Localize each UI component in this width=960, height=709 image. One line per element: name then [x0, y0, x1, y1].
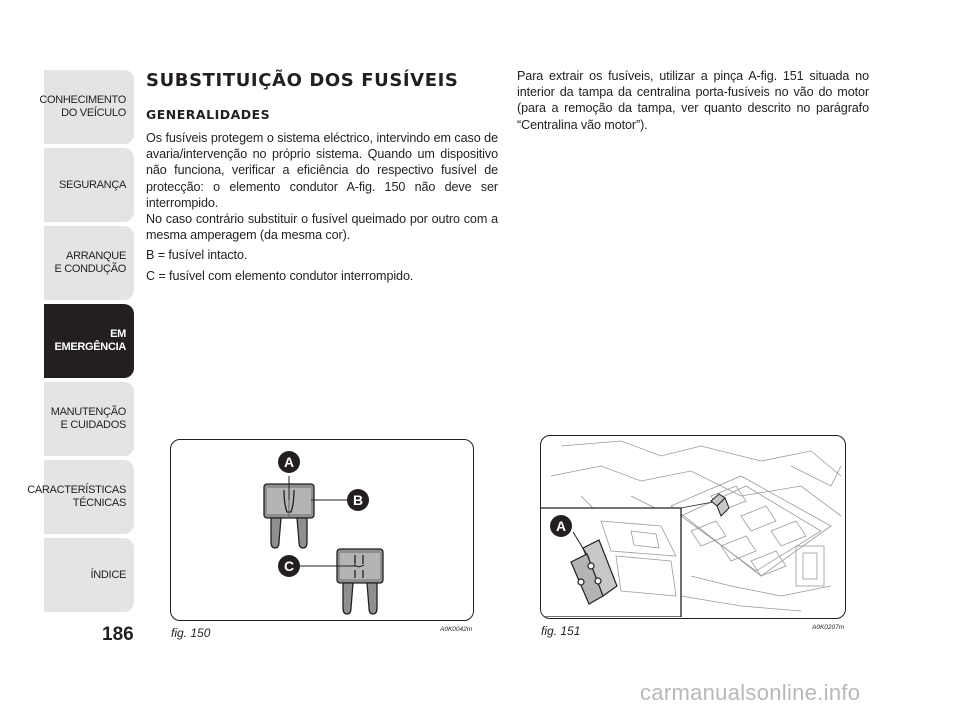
tab-label: DO VEÍCULO	[61, 107, 126, 119]
tab-label: CARACTERÍSTICAS	[27, 484, 126, 496]
paragraph: C = fusível com elemento condutor interrompido.	[146, 268, 414, 283]
callout-label: C	[283, 558, 295, 574]
callout-label: B	[352, 492, 364, 508]
callout-a-150	[278, 451, 300, 473]
fusebox-illustration	[541, 436, 844, 617]
figure-151	[540, 435, 846, 619]
tab-label: TÉCNICAS	[72, 497, 126, 509]
tab-label: E CONDUÇÃO	[54, 263, 126, 275]
page-number: 186	[102, 624, 134, 645]
left-column	[146, 130, 498, 284]
figure-151-code: A0K0207m	[812, 624, 845, 631]
figure-150	[170, 439, 474, 621]
sidebar-tab-conhecimento[interactable]	[39, 70, 134, 144]
tab-label: SEGURANÇA	[59, 178, 126, 191]
tab-label: ÍNDICE	[90, 568, 126, 581]
tab-label: ARRANQUE	[66, 250, 126, 262]
sidebar-tab-arranque[interactable]	[44, 226, 134, 300]
figure-150-label: fig. 150	[171, 626, 211, 640]
pliers-small	[711, 494, 729, 516]
sidebar-tab-manutencao[interactable]	[44, 382, 134, 456]
sidebar-tab-emergencia[interactable]	[44, 304, 134, 378]
sidebar-tab-caracteristicas[interactable]	[27, 460, 134, 534]
fuse-illustration	[171, 440, 472, 619]
page-title: SUBSTITUIÇÃO DOS FUSÍVEIS	[146, 70, 459, 91]
right-column	[517, 68, 869, 133]
callout-c-150	[278, 555, 300, 577]
figure-151-label: fig. 151	[541, 624, 581, 638]
paragraph: Os fusíveis protegem o sistema eléctrico, intervindo em caso de avaria/intervenção no próprio sistema. Quando um dispositivo não funciona, verificar a eficiência do respectivo fusível de protecção: o elemento condutor A-fig. 150 não deve ser interrompido.	[146, 131, 498, 210]
watermark: carmanualsonline.info	[640, 680, 861, 705]
tab-label: E CUIDADOS	[60, 419, 126, 431]
paragraph: B = fusível intacto.	[146, 248, 248, 263]
fuse-blown	[337, 549, 383, 614]
tab-label: MANUTENÇÃO	[50, 406, 126, 418]
paragraph: No caso contrário substituir o fusível queimado por outro com a mesma amperagem (da mesma cor).	[146, 212, 498, 243]
callout-label: A	[555, 518, 567, 534]
figure-150-code: A0K0042m	[440, 626, 473, 633]
callout-b-150	[347, 489, 369, 511]
tab-label: CONHECIMENTO	[39, 94, 126, 106]
callout-a-151	[550, 515, 572, 537]
sidebar-tab-seguranca[interactable]	[44, 148, 134, 222]
sidebar-tab-indice[interactable]	[44, 538, 134, 612]
callout-label: A	[283, 454, 295, 470]
paragraph: Para extrair os fusíveis, utilizar a pinça A-fig. 151 situada no interior da tampa da centralina porta-fusíveis no vão do motor (para a remoção da tampa, ver quanto descrito no parágrafo “Centralina vão motor”).	[517, 69, 869, 132]
tab-label: EM EMERGÊNCIA	[54, 328, 126, 353]
section-subtitle: GENERALIDADES	[146, 107, 271, 122]
